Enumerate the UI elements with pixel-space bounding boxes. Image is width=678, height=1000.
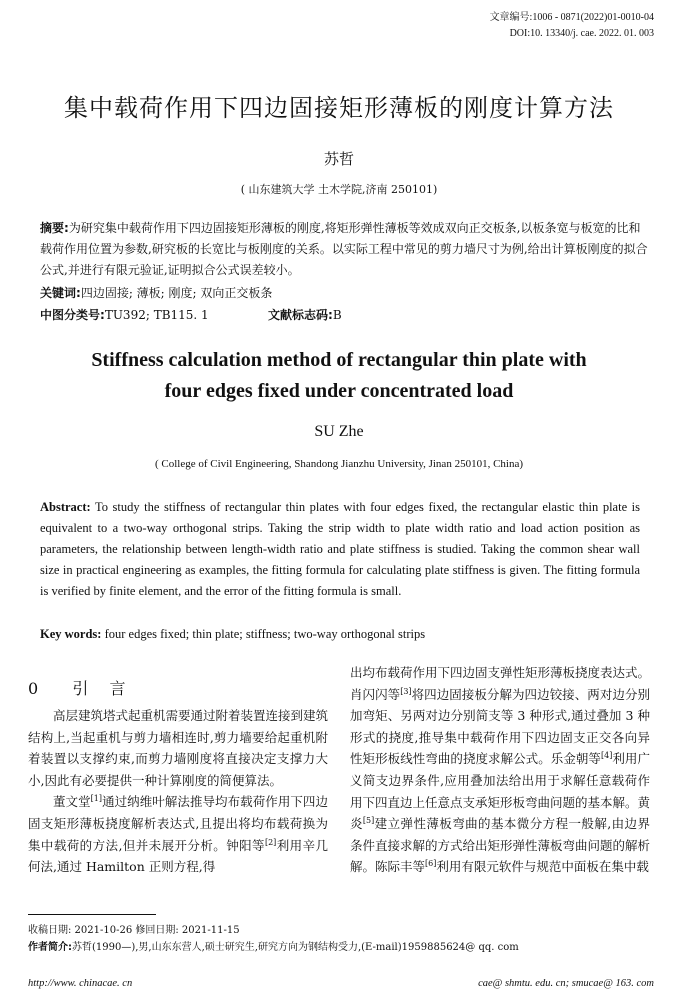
author-bio-label: 作者简介:: [28, 942, 72, 953]
cn-abstract-label: 摘要:: [40, 221, 69, 235]
citation[interactable]: [6]: [425, 859, 437, 869]
en-affiliation: ( College of Civil Engineering, Shandong Jianzhu University, Jinan 250101, China): [154, 458, 524, 470]
doccode-value: B: [332, 308, 342, 322]
footnote-divider: [28, 914, 156, 915]
section-heading: [28, 676, 133, 699]
cn-keywords: [40, 283, 272, 304]
en-author: SU Zhe: [314, 423, 364, 440]
cn-title: 集中载荷作用下四边固接矩形薄板的刚度计算方法: [64, 94, 614, 122]
citation[interactable]: [5]: [362, 816, 375, 825]
en-keywords-text: four edges fixed; thin plate; stiffness; two-way orthogonal strips: [104, 627, 426, 641]
doi: DOI:10. 13340/j. cae. 2022. 01. 003: [509, 28, 654, 39]
cn-keywords-text: 四边固接; 薄板; 刚度; 双向正交板条: [80, 286, 273, 300]
cn-author: 苏哲: [323, 150, 354, 168]
received-dates: 收稿日期: 2021-10-26 修回日期: 2021-11-15: [28, 925, 240, 936]
section-number: 0: [28, 679, 47, 698]
en-abstract-label: Abstract:: [40, 500, 91, 514]
citation[interactable]: [4]: [600, 751, 613, 761]
document-code: [268, 305, 342, 326]
en-keywords: [40, 624, 640, 645]
cn-classification: [40, 305, 652, 326]
article-number: 文章编号:1006 - 0871(2022)01-0010-04: [489, 12, 654, 23]
author-bio-text: 苏哲(1990—),男,山东东营人,硕士研究生,研究方向为钢结构受力,(E-mail)1959885624@ qq. com: [72, 942, 519, 953]
paragraph: 高层建筑塔式起重机需要通过附着装置连接到建筑结构上,当起重机与剪力墙相连时,剪力墙要给起重机附着装置以支撑约束,而剪力墙刚度将直接决定支撑力大小,因此有必要提供一种计算刚度的简便算法。: [28, 708, 329, 788]
citation[interactable]: [3]: [400, 686, 412, 696]
doccode-label: 文献标志码:: [268, 308, 333, 322]
journal-url[interactable]: http://www. chinacae. cn: [28, 978, 133, 989]
paragraph: 董文堂[1]通过纳维叶解法推导均布载荷作用下四边固支矩形薄板挠度解析表达式,且提出将均布载荷换为集中载荷的方法,但并未展开分析。钟阳等[2]利用辛几何法,通过 Hamilton 正则方程,得: [28, 794, 328, 875]
en-title: [0, 345, 678, 407]
body-right-column: [350, 662, 650, 878]
cn-abstract: [40, 218, 652, 281]
citation[interactable]: [1]: [90, 794, 103, 804]
class-value: TU392; TB115. 1: [104, 308, 209, 322]
section-title: 引 言: [72, 679, 134, 698]
en-keywords-label: Key words:: [40, 627, 102, 641]
journal-email[interactable]: cae@ shmtu. edu. cn; smucae@ 163. com: [478, 978, 654, 989]
author-bio: [28, 940, 658, 956]
class-label: 中图分类号:: [40, 308, 105, 322]
cn-keywords-label: 关键词:: [40, 286, 81, 300]
cn-affiliation: ( 山东建筑大学 土木学院,济南 250101): [240, 183, 438, 196]
citation[interactable]: [2]: [264, 837, 277, 847]
body-left-column: [28, 705, 328, 878]
en-title-line1: Stiffness calculation method of rectangular thin plate with: [91, 349, 587, 371]
en-abstract: [40, 497, 640, 602]
paragraph: 出均布载荷作用下四边固支弹性矩形薄板挠度表达式。肖闪闪等[3]将四边固接板分解为四边铰接、两对边分别加弯矩、另两对边分别简支等 3 种形式,通过叠加 3 种形式的挠度,推导集中载荷作用下四边固支正交各向异性矩形板线性弯曲的挠度求解公式。乐金朝等[4]利用广义简支边界条件,应用叠加法给出用于求解任意载荷作用下四直边上任意点支承矩形板弯曲问题的基本解。黄炎[5]建立弹性薄板弯曲的基本微分方程一般解,由边界条件直接求解的方式给出矩形弹性薄板弯曲问题的解析解。陈际丰等[6]利用有限元软件与规范中面板在集中载: [350, 665, 651, 875]
en-title-line2: four edges fixed under concentrated load: [164, 380, 514, 402]
en-abstract-text: To study the stiffness of rectangular thin plates with four edges fixed, the rectangular elastic thin plate is equivalent to a two-way orthogonal strips. Taking the strip width to plate width ratio and load action position as parameters, the relationship between length-width ratio and plate stiffness is studied. Taking the common shear wall size in practical engineering as examples, the fitting formula for calculating plate stiffness is given. The fitting formula is verified by finite element, and the error of the fitting formula is small.: [40, 500, 640, 598]
cn-abstract-text: 为研究集中载荷作用下四边固接矩形薄板的刚度,将矩形弹性薄板等效成双向正交板条,以板条宽与板宽的比和载荷作用位置为参数,研究板的长宽比与板刚度的关系。以实际工程中常见的剪力墙尺寸为例,给出计算板刚度的拟合公式,并进行有限元验证,证明拟合公式误差较小。: [40, 221, 648, 277]
